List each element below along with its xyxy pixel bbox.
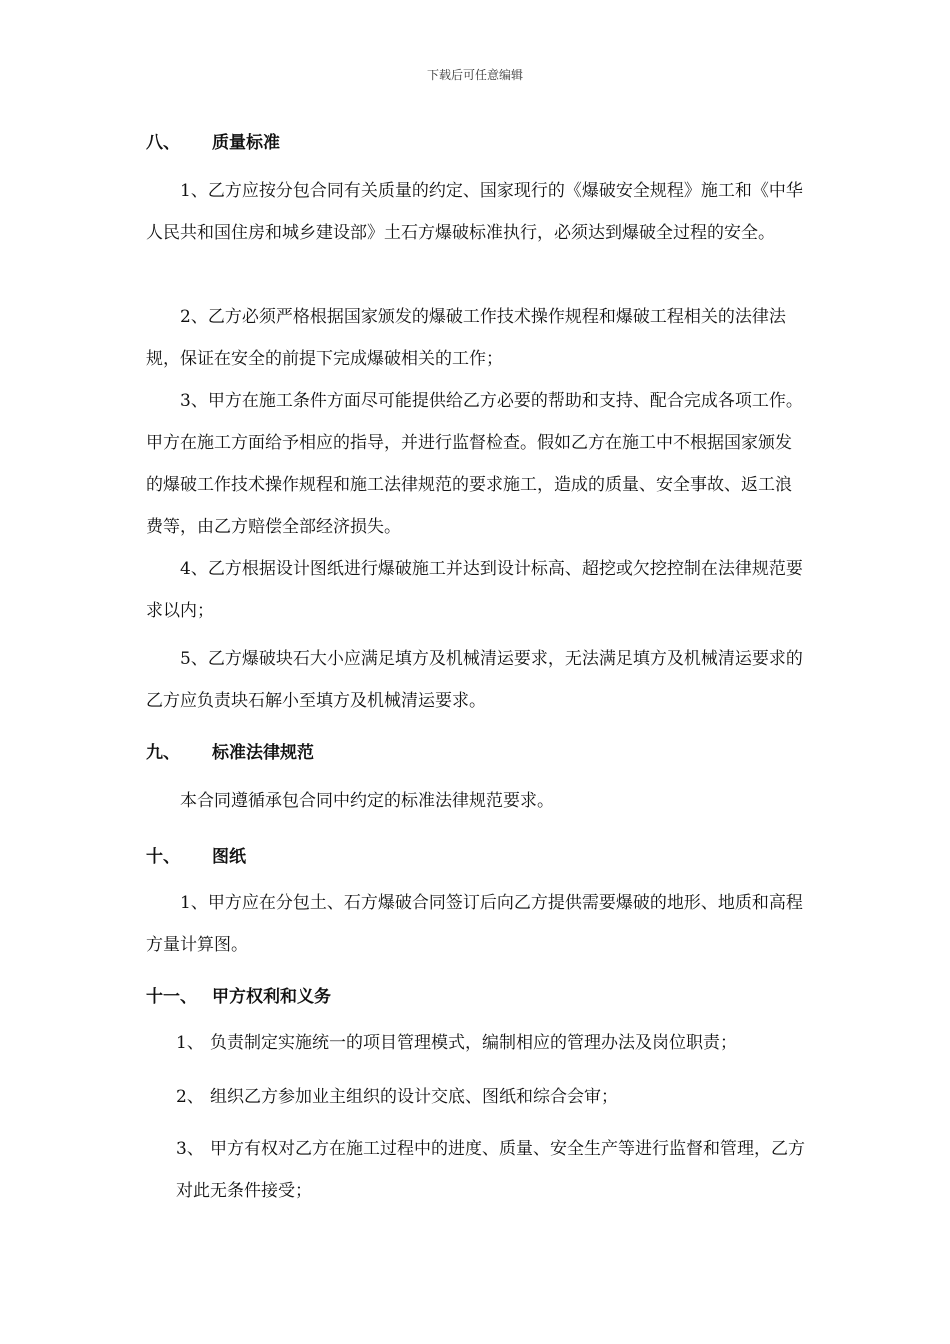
section-title: 标准法律规范 (212, 743, 314, 763)
list-text: 甲方有权对乙方在施工过程中的进度、质量、安全生产等进行监督和管理，乙方对此无条件接受； (176, 1139, 805, 1201)
list-item (176, 1076, 806, 1118)
section-title: 甲方权利和义务 (212, 987, 331, 1007)
paragraph (146, 780, 806, 822)
list-text: 负责制定实施统一的项目管理模式，编制相应的管理办法及岗位职责； (210, 1033, 737, 1053)
section-number: 九、 (146, 743, 180, 763)
paragraph-text: 本合同遵循承包合同中约定的标准法律规范要求。 (180, 791, 554, 811)
paragraph (146, 296, 806, 380)
paragraph-text: 3、甲方在施工条件方面尽可能提供给乙方必要的帮助和支持、配合完成各项工作。甲方在施工方面给予相应的指导，并进行监督检查。假如乙方在施工中不根据国家颁发的爆破工作技术操作规程和施工法律规范的要求施工，造成的质量、安全事故、返工浪费等，由乙方赔偿全部经济损失。 (146, 391, 803, 537)
list-item (176, 1128, 806, 1212)
section-number: 八、 (146, 133, 180, 153)
section-title: 质量标准 (212, 133, 280, 153)
section-number: 十、 (146, 847, 180, 867)
list-index: 1、 (176, 1033, 204, 1053)
paragraph (146, 380, 806, 548)
paragraph (146, 548, 806, 632)
list-index: 3、 (176, 1139, 204, 1159)
section-title: 图纸 (212, 847, 246, 867)
list-text: 组织乙方参加业主组织的设计交底、图纸和综合会审； (210, 1087, 618, 1107)
paragraph-text: 2、乙方必须严格根据国家颁发的爆破工作技术操作规程和爆破工程相关的法律法规，保证在安全的前提下完成爆破相关的工作； (146, 307, 786, 369)
section-heading-9 (146, 738, 314, 763)
paragraph-text: 5、乙方爆破块石大小应满足填方及机械清运要求，无法满足填方及机械清运要求的乙方应负责块石解小至填方及机械清运要求。 (146, 649, 803, 711)
section-heading-11 (146, 982, 331, 1007)
section-heading-8 (146, 128, 280, 153)
section-number: 十一、 (146, 987, 197, 1007)
paragraph (146, 882, 806, 966)
page-header: 下载后可任意编辑 (426, 68, 523, 82)
paragraph (146, 170, 806, 254)
section-heading-10 (146, 842, 246, 867)
list-item (176, 1022, 806, 1064)
paragraph (146, 638, 806, 722)
paragraph-text: 1、甲方应在分包土、石方爆破合同签订后向乙方提供需要爆破的地形、地质和高程方量计算图。 (146, 893, 803, 955)
list-index: 2、 (176, 1087, 204, 1107)
paragraph-text: 4、乙方根据设计图纸进行爆破施工并达到设计标高、超挖或欠挖控制在法律规范要求以内； (146, 559, 803, 621)
paragraph-text: 1、乙方应按分包合同有关质量的约定、国家现行的《爆破安全规程》施工和《中华人民共和国住房和城乡建设部》土石方爆破标准执行，必须达到爆破全过程的安全。 (146, 181, 803, 243)
